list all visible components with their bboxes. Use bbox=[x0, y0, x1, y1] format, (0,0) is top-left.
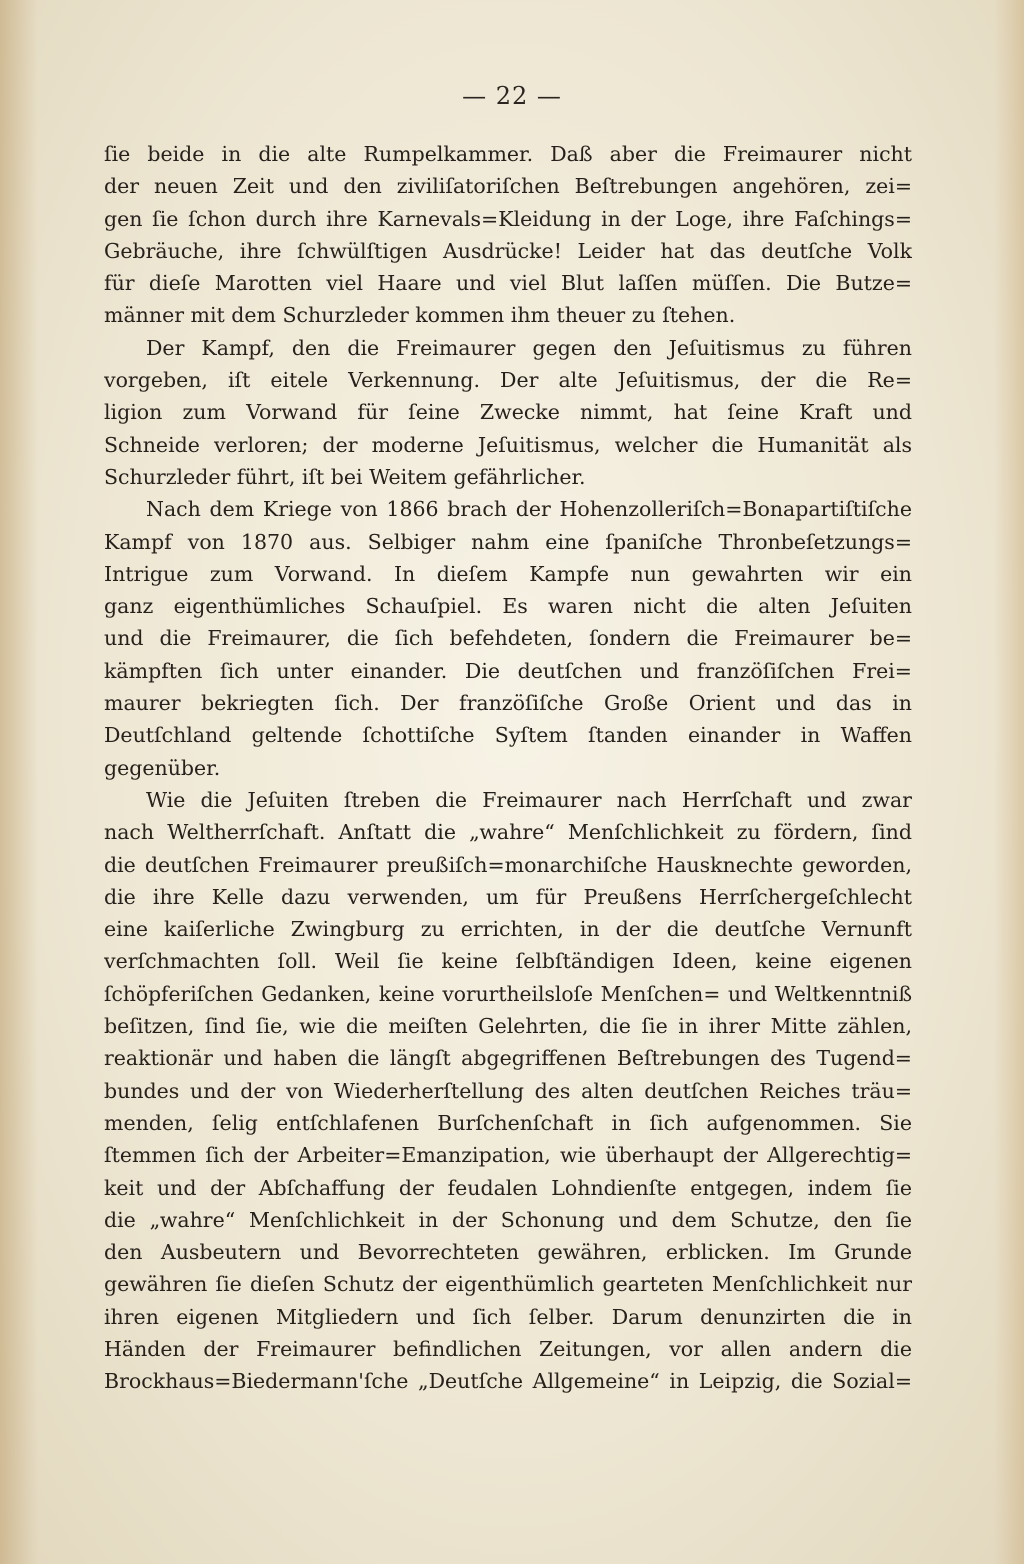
text-line: Intrigue zum Vorwand. In dieſem Kampfe nun gewahrten wir ein bbox=[104, 561, 912, 586]
body-text bbox=[104, 138, 912, 1398]
text-line: keit und der Abſchaffung der feudalen Lohndienſte entgegen, indem ſie bbox=[104, 1175, 912, 1200]
text-line: der neuen Zeit und den ziviliſatoriſchen Beſtrebungen angehören, zei= bbox=[104, 174, 912, 199]
text-line: für dieſe Marotten viel Haare und viel Blut laſſen müſſen. Die Butze= bbox=[104, 271, 912, 296]
page-number: — 22 — bbox=[462, 82, 562, 110]
text-line: Händen der Freimaurer befindlichen Zeitungen, vor allen andern die bbox=[104, 1336, 912, 1361]
text-line: maurer bekriegten ſich. Der franzöſiſche Große Orient und das in bbox=[104, 691, 912, 716]
text-line: Der Kampf, den die Freimaurer gegen den Jeſuitismus zu führen bbox=[146, 335, 912, 360]
text-line: ſtemmen ſich der Arbeiter=Emanzipation, wie überhaupt der Allgerechtig= bbox=[104, 1143, 912, 1168]
text-line: männer mit dem Schurzleder kommen ihm theuer zu ſtehen. bbox=[104, 303, 736, 328]
text-line: Schurzleder führt, iſt bei Weitem gefährlicher. bbox=[104, 464, 586, 489]
text-line: beſitzen, ſind ſie, wie die meiſten Gelehrten, die ſie in ihrer Mitte zählen, bbox=[104, 1014, 912, 1039]
text-line: Wie die Jeſuiten ſtreben die Freimaurer nach Herrſchaft und zwar bbox=[146, 787, 912, 812]
text-line: Schneide verloren; der moderne Jeſuitismus, welcher die Humanität als bbox=[104, 432, 912, 457]
text-line: Deutſchland geltende ſchottiſche Syſtem ſtanden einander in Waffen bbox=[104, 723, 912, 748]
text-line: ihren eigenen Mitgliedern und ſich ſelber. Darum denunzirten die in bbox=[104, 1304, 912, 1329]
text-line: Gebräuche, ihre ſchwülſtigen Ausdrücke! Leider hat das deutſche Volk bbox=[104, 238, 912, 263]
page-edge-shadow-right bbox=[994, 0, 1024, 1564]
text-line: eine kaiſerliche Zwingburg zu errichten, in der die deutſche Vernunft bbox=[104, 917, 912, 942]
text-line: die ihre Kelle dazu verwenden, um für Preußens Herrſchergeſchlecht bbox=[104, 884, 912, 909]
text-line: ſchöpferiſchen Gedanken, keine vorurtheilsloſe Menſchen= und Weltkenntniß bbox=[104, 981, 912, 1006]
text-line: gewähren ſie dieſen Schutz der eigenthümlich gearteten Menſchlichkeit nur bbox=[104, 1272, 912, 1297]
text-line: Brockhaus=Biedermann'ſche „Deutſche Allgemeine“ in Leipzig, die Sozial= bbox=[104, 1369, 912, 1394]
text-line: nach Weltherrſchaft. Anſtatt die „wahre“ Menſchlichkeit zu fördern, ſind bbox=[104, 820, 912, 845]
text-line: die deutſchen Freimaurer preußiſch=monarchiſche Hausknechte geworden, bbox=[104, 852, 912, 877]
text-line: ligion zum Vorwand für ſeine Zwecke nimmt, hat ſeine Kraft und bbox=[104, 400, 912, 425]
text-line: ſie beide in die alte Rumpelkammer. Daß aber die Freimaurer nicht bbox=[104, 142, 912, 166]
text-line: ganz eigenthümliches Schauſpiel. Es waren nicht die alten Jeſuiten bbox=[104, 594, 912, 619]
page-edge-shadow-left bbox=[0, 0, 38, 1564]
text-line: die „wahre“ Menſchlichkeit in der Schonung und dem Schutze, den ſie bbox=[104, 1207, 912, 1232]
text-line: bundes und der von Wiederherſtellung des alten deutſchen Reiches träu= bbox=[104, 1078, 912, 1103]
text-line: und die Freimaurer, die ſich befehdeten, ſondern die Freimaurer be= bbox=[104, 626, 912, 651]
text-line: gen ſie ſchon durch ihre Karnevals=Kleidung in der Loge, ihre Faſchings= bbox=[104, 206, 912, 231]
text-line: gegenüber. bbox=[104, 755, 221, 780]
text-line: Nach dem Kriege von 1866 brach der Hohenzolleriſch=Bonapartiſtiſche bbox=[146, 497, 912, 522]
text-line: kämpften ſich unter einander. Die deutſchen und franzöſiſchen Frei= bbox=[104, 658, 912, 683]
text-line: vorgeben, iſt eitele Verkennung. Der alte Jeſuitismus, der die Re= bbox=[104, 368, 912, 393]
text-line: menden, ſelig entſchlafenen Burſchenſchaft in ſich aufgenommen. Sie bbox=[104, 1110, 912, 1135]
text-line: Kampf von 1870 aus. Selbiger nahm eine ſpaniſche Thronbeſetzungs= bbox=[104, 529, 912, 554]
text-line: reaktionär und haben die längſt abgegriffenen Beſtrebungen des Tugend= bbox=[104, 1046, 912, 1071]
text-line: den Ausbeutern und Bevorrechteten gewähren, erblicken. Im Grunde bbox=[104, 1240, 912, 1265]
text-line: verſchmachten ſoll. Weil ſie keine ſelbſtändigen Ideen, keine eigenen bbox=[104, 949, 912, 974]
